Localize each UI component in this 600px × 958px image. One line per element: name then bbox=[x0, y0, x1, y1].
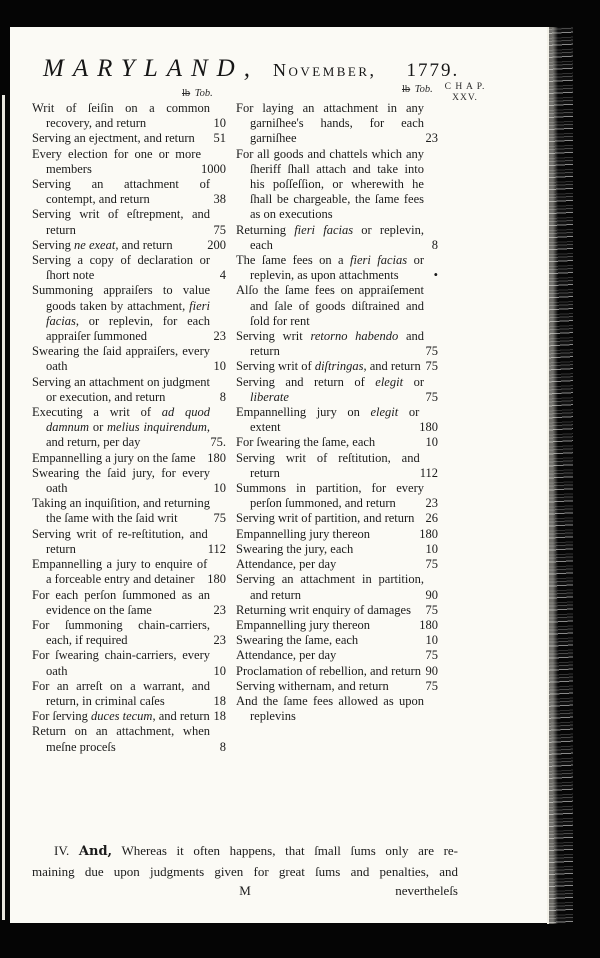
tobacco-abbrev: Tob. bbox=[194, 88, 213, 99]
fee-item-value: 26 bbox=[425, 511, 438, 526]
fee-item-value: 112 bbox=[207, 541, 226, 556]
fee-item-text: For laying an attachment in any garniſhee's hands, for each garniſhee bbox=[236, 101, 424, 146]
fee-item-value: 90 bbox=[425, 663, 438, 678]
fee-item-text: Serving an ejectment, and return bbox=[32, 131, 195, 146]
fee-item-text: The ſame fees on a fieri facias or replevin, as upon attachments bbox=[236, 253, 424, 283]
fee-item-value: 75 bbox=[213, 511, 226, 526]
fee-item-value: 75 bbox=[425, 557, 438, 572]
fee-item bbox=[236, 511, 438, 526]
fee-item-text: Serving an attachment of contempt, and return bbox=[32, 177, 210, 207]
fee-item-value: 18 bbox=[213, 709, 226, 724]
fee-item-value: 10 bbox=[213, 359, 226, 374]
fee-item bbox=[32, 207, 226, 237]
fee-item-text: Swearing the ſaid jury, for every oath bbox=[32, 465, 210, 496]
fee-item-value: 180 bbox=[207, 572, 226, 587]
fee-item bbox=[236, 557, 438, 572]
fee-item-value: 180 bbox=[419, 526, 438, 541]
fee-item bbox=[236, 618, 438, 633]
fee-item bbox=[236, 435, 438, 450]
fee-item-text: Empannelling jury thereon bbox=[236, 617, 370, 632]
pound-symbol: lb bbox=[182, 88, 191, 99]
fee-column-left bbox=[32, 101, 226, 755]
fee-item bbox=[32, 147, 226, 177]
fee-item-value: 75 bbox=[213, 222, 226, 237]
header-place: MARYLAND, bbox=[43, 55, 259, 82]
fee-item bbox=[32, 679, 226, 709]
fee-item-value: 112 bbox=[419, 465, 438, 480]
fee-item-text: Return on an attachment, when meſne proceſs bbox=[32, 724, 210, 754]
fee-item bbox=[236, 542, 438, 557]
fee-item-value: 200 bbox=[207, 237, 226, 252]
fee-item-value: 23 bbox=[213, 633, 226, 648]
unit-label-right bbox=[402, 84, 433, 95]
fee-item-text: Serving writ retorno habendo and return bbox=[236, 329, 424, 359]
fee-item-text: Empannelling a jury on the ſame bbox=[32, 450, 196, 465]
fee-item-text: Serving and return of elegit or liberate bbox=[236, 374, 424, 404]
fee-item bbox=[236, 359, 438, 374]
fee-item bbox=[236, 572, 438, 602]
fee-item-text: Returning fieri facias or replevin, each bbox=[236, 222, 424, 252]
fee-item-value: 23 bbox=[425, 131, 438, 146]
fee-item bbox=[236, 603, 438, 618]
fee-item-text: Every election for one or more members bbox=[32, 146, 201, 176]
fee-item bbox=[32, 238, 226, 253]
fee-item-text: Swearing the ſame, each bbox=[236, 633, 359, 648]
scanned-page bbox=[10, 27, 547, 923]
fee-item bbox=[236, 223, 438, 253]
header-month: November, bbox=[272, 60, 377, 80]
fee-item bbox=[236, 101, 438, 147]
fee-item-value: 90 bbox=[425, 587, 438, 602]
fee-item bbox=[32, 618, 226, 648]
fee-item-value: 75 bbox=[425, 359, 438, 374]
fee-item-text: For an arreſt on a warrant, and return, in criminal caſes bbox=[32, 678, 210, 708]
chapter-label: C H A P. bbox=[444, 82, 486, 92]
fee-item bbox=[32, 588, 226, 618]
fee-item bbox=[236, 375, 438, 405]
fee-item-value: 10 bbox=[425, 541, 438, 556]
fee-item-text: Summoning appraiſers to value goods taken by attachment, fieri facias, or replevin, for each appraiſer ſummoned bbox=[32, 283, 210, 344]
fee-item bbox=[236, 481, 438, 511]
fee-item bbox=[32, 709, 226, 724]
fee-item bbox=[236, 147, 438, 223]
page-header bbox=[43, 55, 459, 83]
fee-item-text: Executing a writ of ad quod damnum or melius inquirendum, and return, per day bbox=[32, 405, 210, 450]
fee-item bbox=[32, 344, 226, 374]
pound-symbol: lb bbox=[402, 84, 411, 95]
fee-item-value: 10 bbox=[213, 116, 226, 131]
fee-item-text: Alſo the ſame fees on appraiſement and ſale of goods diſtrained and ſold for rent bbox=[236, 283, 424, 328]
section-word-and: And, bbox=[78, 844, 113, 859]
fee-item-value: 1000 bbox=[201, 161, 226, 176]
fee-item-text: For all goods and chattels which any ſheriff ſhall attach and take into his poſſeſſion, or wherewith he ſhall be chargeable, the ſame fees as on executions bbox=[236, 146, 424, 222]
fee-item bbox=[236, 405, 438, 435]
fee-item-text: For ſummoning chain-carriers, each, if required bbox=[32, 617, 210, 648]
fee-item-text: Serving writ of reſtitution, and return bbox=[236, 450, 420, 480]
fee-item-text: Attendance, per day bbox=[236, 648, 337, 663]
fee-item-value: 51 bbox=[213, 131, 226, 146]
fee-item-text: Empannelling jury on elegit or extent bbox=[236, 405, 420, 435]
fee-item-value: 10 bbox=[213, 481, 226, 496]
fee-item bbox=[236, 451, 438, 481]
fee-item bbox=[32, 557, 226, 587]
fee-item-value: 10 bbox=[425, 435, 438, 450]
catchword: nevertheleſs bbox=[395, 883, 458, 898]
book-edge-speckle bbox=[547, 27, 573, 924]
fee-item-text: Serving ne exeat, and return bbox=[32, 237, 173, 252]
fee-item bbox=[32, 527, 226, 557]
chapter-number: XXV. bbox=[452, 93, 478, 103]
fee-item-text: Swearing the jury, each bbox=[236, 541, 354, 556]
fee-item bbox=[32, 131, 226, 146]
paragraph-line-2: maining due upon judgments given for great ſums and penalties, and bbox=[32, 863, 458, 879]
fee-item-text: Serving writ of re-reſtitution, and return bbox=[32, 526, 208, 556]
fee-item-value: 75 bbox=[425, 344, 438, 359]
fee-item-value: 180 bbox=[207, 450, 226, 465]
fee-item bbox=[32, 101, 226, 131]
signature-line bbox=[32, 881, 458, 901]
fee-item-text: Serving withernam, and return bbox=[236, 678, 389, 693]
closing-paragraph bbox=[32, 841, 458, 901]
fee-item-text: Taking an inquiſition, and returning the ſame with the ſaid writ bbox=[32, 496, 210, 526]
fee-item-value: 75 bbox=[425, 678, 438, 693]
fee-item-text: Empannelling jury thereon bbox=[236, 526, 370, 541]
fee-item bbox=[236, 527, 438, 542]
fee-item bbox=[32, 466, 226, 496]
fee-item-text: For ſwearing the ſame, each bbox=[236, 435, 376, 450]
section-number: IV. bbox=[54, 843, 70, 858]
fee-item-text: Serving a copy of declaration or ſhort note bbox=[32, 253, 210, 283]
fee-item-text: Serving an attachment in partition, and return bbox=[236, 572, 424, 602]
fee-item-value: 4 bbox=[219, 268, 226, 283]
fee-item bbox=[236, 633, 438, 648]
fee-item bbox=[32, 405, 226, 451]
fee-item-value: 75 bbox=[425, 602, 438, 617]
fee-item-text: For ſwearing chain-carriers, every oath bbox=[32, 648, 210, 678]
fee-item-value: 8 bbox=[431, 237, 438, 252]
fee-item-value: 18 bbox=[213, 693, 226, 708]
fee-item bbox=[32, 375, 226, 405]
fee-item bbox=[236, 648, 438, 663]
fee-item bbox=[236, 329, 438, 359]
fee-item-value: 75 bbox=[425, 648, 438, 663]
signature-mark: M bbox=[239, 883, 251, 898]
fee-item-value: 10 bbox=[213, 663, 226, 678]
fee-item bbox=[236, 694, 438, 724]
fee-item-text: Writ of ſeiſin on a common recovery, and return bbox=[32, 101, 210, 131]
fee-item-text: For each perſon ſummoned as an evidence on the ſame bbox=[32, 587, 210, 617]
fee-item bbox=[32, 451, 226, 466]
fee-item-value: 38 bbox=[213, 192, 226, 207]
fee-item-value: 75 bbox=[425, 389, 438, 404]
fee-item bbox=[236, 253, 438, 283]
fee-item-text: And the ſame fees allowed as upon replevins bbox=[236, 693, 424, 724]
fee-item-text: Serving writ of eſtrepment, and return bbox=[32, 207, 210, 237]
fee-item-value: 23 bbox=[425, 496, 438, 511]
fee-item-value: 23 bbox=[213, 602, 226, 617]
fee-item bbox=[32, 177, 226, 207]
header-year: 1779. bbox=[406, 60, 460, 81]
tobacco-abbrev: Tob. bbox=[414, 84, 433, 95]
fee-item bbox=[32, 648, 226, 678]
fee-item bbox=[32, 283, 226, 344]
fee-item-value: 8 bbox=[219, 739, 226, 754]
fee-item bbox=[236, 679, 438, 694]
fee-item-value: 8 bbox=[219, 389, 226, 404]
chapter-marginal-note bbox=[438, 82, 492, 104]
fee-item-text: Attendance, per day bbox=[236, 557, 337, 572]
fee-item-text: Empannelling a jury to enquire of a forceable entry and detainer bbox=[32, 557, 208, 587]
fee-item-value: • bbox=[433, 268, 438, 283]
paragraph-line-1 bbox=[32, 841, 458, 862]
fee-item bbox=[236, 283, 438, 329]
scan-left-edge bbox=[2, 95, 5, 920]
fee-item-text: Serving an attachment on judgment or execution, and return bbox=[32, 374, 210, 404]
fee-item bbox=[32, 724, 226, 754]
fee-item-value: 180 bbox=[419, 420, 438, 435]
fee-item-text: For ſerving duces tecum, and return bbox=[32, 709, 210, 724]
fee-item-value: 75. bbox=[210, 435, 226, 450]
fee-item bbox=[32, 253, 226, 283]
fee-item-value: 10 bbox=[425, 633, 438, 648]
fee-item-text: Serving writ of diſtringas, and return bbox=[236, 359, 421, 374]
fee-column-right bbox=[236, 101, 438, 724]
fee-item bbox=[236, 664, 438, 679]
fee-item-text: Serving writ of partition, and return bbox=[236, 511, 415, 526]
unit-label-left bbox=[182, 88, 213, 99]
fee-item bbox=[32, 496, 226, 526]
fee-item-text: Summons in partition, for every perſon ſummoned, and return bbox=[236, 481, 424, 511]
fee-item-value: 180 bbox=[419, 617, 438, 632]
paragraph-text: Whereas it often happens, that ſmall ſums only are re- bbox=[121, 843, 459, 858]
fee-item-text: Swearing the ſaid appraiſers, every oath bbox=[32, 344, 210, 374]
fee-item-text: Proclamation of rebellion, and return bbox=[236, 663, 422, 678]
fee-item-text: Returning writ enquiry of damages bbox=[236, 602, 411, 617]
fee-item-value: 23 bbox=[213, 329, 226, 344]
